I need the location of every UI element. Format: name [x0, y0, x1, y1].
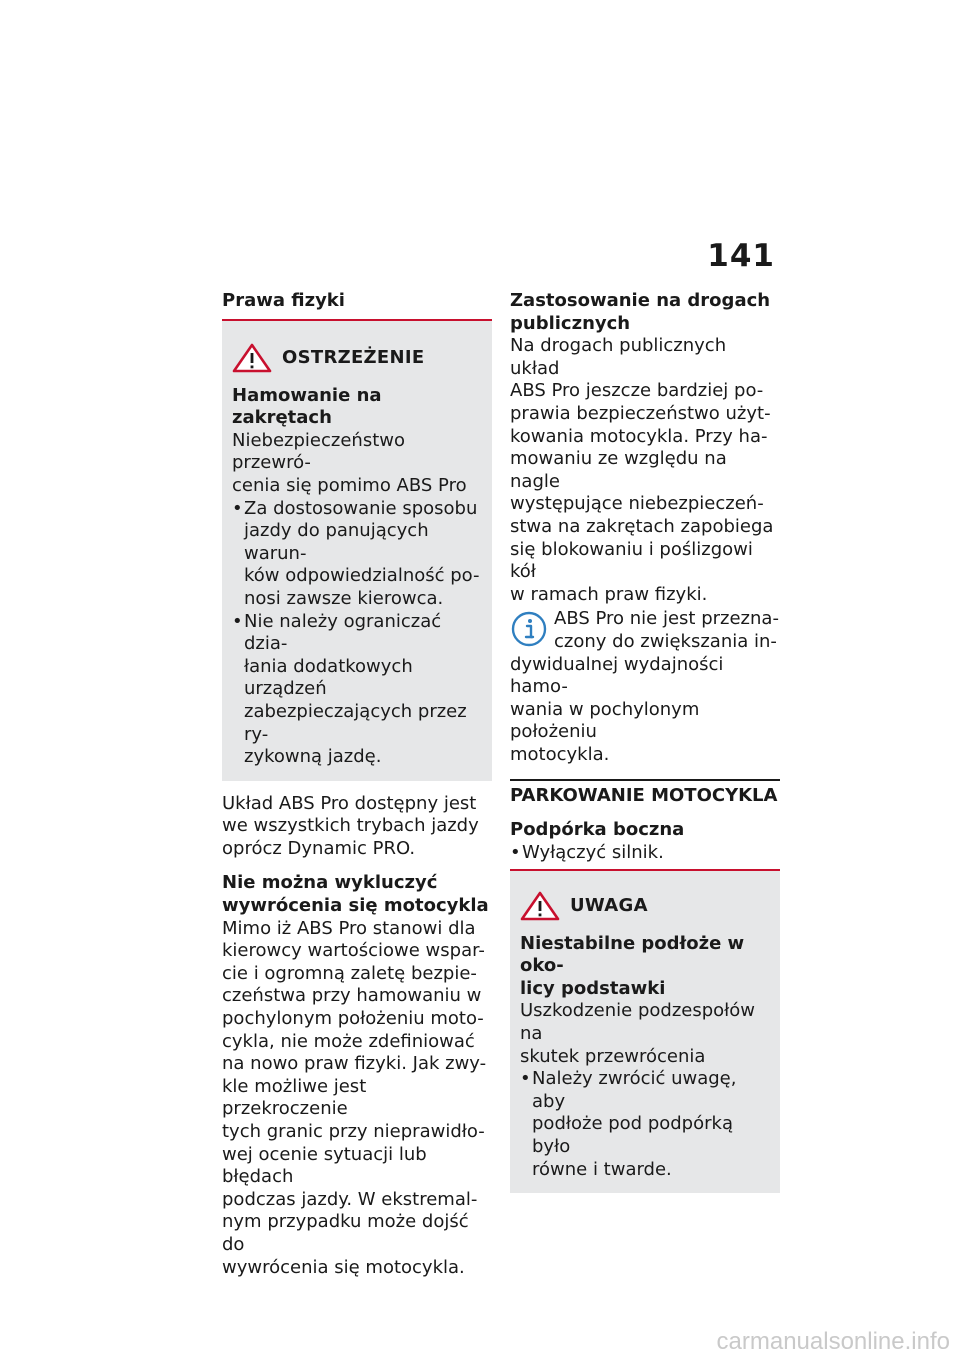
paragraph-line: kierowcy wartościowe wspar- [222, 940, 485, 962]
warning-header [520, 891, 770, 921]
warning-box [510, 871, 780, 1194]
bullet-line: Za dostosowanie sposobu [244, 497, 478, 519]
warning-box [222, 321, 492, 781]
bullet-dot-icon: • [510, 842, 521, 864]
warning-title-line: licy podstawki [520, 977, 666, 999]
bullet-line: Należy zwrócić uwagę, aby [532, 1068, 737, 1112]
info-note [510, 608, 780, 766]
paragraph-line: kowania motocykla. Przy ha- [510, 425, 768, 447]
right-column [510, 290, 780, 1193]
step-item [510, 842, 780, 865]
paragraph-line: podczas jazdy. W ekstremal- [222, 1188, 478, 1210]
paragraph-line: w ramach praw fizyki. [510, 583, 708, 605]
bullet-line: równe i twarde. [532, 1158, 672, 1180]
warning-desc-line: Uszkodzenie podzespołów na [520, 1000, 756, 1045]
paragraph [510, 335, 780, 606]
paragraph-line: wej ocenie sytuacji lub błędach [222, 1143, 427, 1188]
paragraph-line: we wszystkich trybach jazdy [222, 815, 479, 837]
section-heading-line: Zastosowanie na drogach [510, 290, 771, 311]
warning-desc-line: skutek przewrócenia [520, 1045, 706, 1067]
watermark: carmanualsonline.info [716, 1328, 950, 1355]
warning-desc-line: cenia się pomimo ABS Pro [232, 474, 467, 496]
info-line: czony do zwiększania in- [554, 630, 777, 652]
paragraph [222, 793, 492, 861]
paragraph-line: stwa na zakrętach zapobiega [510, 515, 774, 537]
paragraph-line: wywrócenia się motocykla. [222, 1256, 465, 1278]
info-line: motocykla. [510, 743, 610, 765]
subheading-line: Nie można wykluczyć [222, 872, 438, 894]
paragraph-line: Na drogach publicznych układ [510, 335, 727, 379]
info-icon [510, 610, 548, 648]
bullet-item [232, 611, 482, 769]
paragraph-line: Mimo iż ABS Pro stanowi dla [222, 917, 476, 939]
subheading [222, 872, 492, 917]
paragraph-line: cie i ogromną zaletę bezpie- [222, 962, 477, 984]
bullet-line: zabezpieczających przez ry- [244, 700, 467, 745]
paragraph-line: mowaniu ze względu na nagle [510, 448, 727, 492]
warning-label: UWAGA [570, 895, 648, 917]
info-line: wania w pochylonym położeniu [510, 698, 700, 743]
paragraph-line: się blokowaniu i poślizgowi kół [510, 538, 753, 583]
bullet-item [520, 1068, 770, 1181]
paragraph-line: tych granic przy nieprawidło- [222, 1121, 485, 1142]
warning-label: OSTRZEŻENIE [282, 347, 425, 369]
section-title: PARKOWANIE MOTOCYKLA [510, 785, 778, 807]
paragraph-line: oprócz Dynamic PRO. [222, 837, 416, 859]
paragraph-line: występujące niebezpieczeń- [510, 493, 764, 515]
warning-title-line: Niestabilne podłoże w oko- [520, 932, 745, 977]
warning-triangle-icon [520, 891, 560, 921]
paragraph [222, 918, 492, 1280]
paragraph-line: nym przypadku może dojść do [222, 1211, 469, 1255]
warning-header [232, 343, 482, 373]
bullet-line: łania dodatkowych urządzeń [244, 655, 413, 700]
bullet-line: podłoże pod podpórką było [532, 1113, 733, 1157]
left-column [222, 290, 492, 1279]
section-heading-line: publicznych [510, 312, 631, 334]
page-number: 141 [707, 238, 775, 274]
bullet-dot-icon: • [520, 1068, 531, 1090]
bullet-dot-icon: • [232, 497, 243, 519]
bullet-line: ków odpowiedzialność po- [244, 565, 480, 587]
paragraph-line: pochylonym położeniu moto- [222, 1008, 484, 1030]
subheading-line: wywrócenia się motocykla [222, 895, 489, 917]
info-line: ABS Pro nie jest przezna- [554, 608, 779, 630]
section-divider [510, 779, 780, 781]
bullet-line: Nie należy ograniczać dzia- [244, 610, 442, 655]
paragraph-line: kle możliwe jest przekroczenie [222, 1075, 367, 1120]
paragraph-line: Układ ABS Pro dostępny jest [222, 792, 477, 814]
bullet-line: nosi zawsze kierowca. [244, 587, 444, 609]
subheading: Podpórka boczna [510, 819, 685, 841]
warning-title: Hamowanie na zakrętach [232, 384, 382, 429]
step-text: Wyłączyć silnik. [522, 842, 664, 864]
bullet-line: jazdy do panujących warun- [244, 520, 429, 564]
paragraph-line: na nowo praw fizyki. Jak zwy- [222, 1053, 487, 1075]
section-heading: Prawa fizyki [222, 290, 345, 311]
warning-desc-line: Niebezpieczeństwo przewró- [232, 429, 405, 474]
paragraph-line: prawia bezpieczeństwo użyt- [510, 402, 771, 424]
paragraph-line: cykla, nie może zdefiniować [222, 1030, 475, 1052]
paragraph-line: ABS Pro jeszcze bardziej po- [510, 380, 764, 402]
paragraph-line: czeństwa przy hamowaniu w [222, 985, 482, 1007]
info-line: dywidualnej wydajności hamo- [510, 653, 724, 698]
bullet-line: zykowną jazdę. [244, 746, 382, 768]
bullet-item [232, 498, 482, 611]
warning-triangle-icon [232, 343, 272, 373]
bullet-dot-icon: • [232, 610, 243, 632]
